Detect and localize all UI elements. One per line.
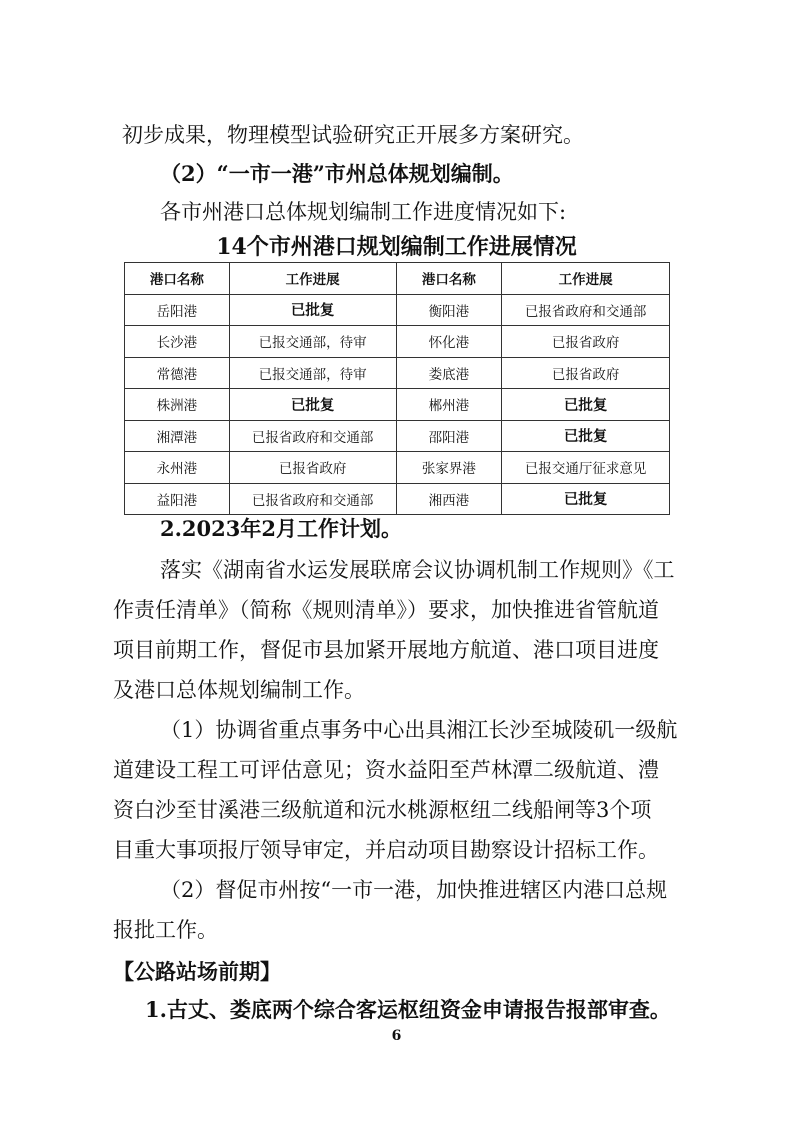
paragraph-line: 及港口总体规划编制工作。 [113, 678, 365, 702]
status-cell: 已批复 [229, 294, 396, 326]
table-row [125, 357, 670, 389]
paragraph-line: 目重大事项报厅领导审定，并启动项目勘察设计招标工作。 [113, 838, 659, 862]
page-number: 6 [391, 1028, 402, 1044]
port-cell: 郴州港 [396, 389, 502, 421]
port-cell: 岳阳港 [125, 294, 230, 326]
section-heading: 【公路站场前期】 [113, 959, 281, 984]
paragraph-line: 初步成果，物理模型试验研究正开展多方案研究。 [122, 123, 584, 147]
table-row [125, 452, 670, 484]
table-row [125, 483, 670, 515]
port-cell: 长沙港 [125, 326, 230, 358]
status-cell: 已报省政府 [502, 357, 670, 389]
table-title: 14个市州港口规划编制工作进展情况 [216, 234, 577, 260]
port-cell: 益阳港 [125, 483, 230, 515]
status-cell: 已报省政府和交通部 [502, 294, 670, 326]
paragraph-line: 各市州港口总体规划编制工作进度情况如下: [160, 200, 567, 224]
paragraph-line: 1.古丈、娄底两个综合客运枢纽资金申请报告报部审查。 [145, 997, 671, 1022]
port-cell: 怀化港 [396, 326, 502, 358]
paragraph-line: 资白沙至甘溪港三级航道和沅水桃源枢纽二线船闸等3个项 [113, 798, 652, 822]
header-progress: 工作进展 [229, 263, 396, 295]
table-row [125, 326, 670, 358]
table-row [125, 420, 670, 452]
paragraph-line: 报批工作。 [113, 918, 218, 942]
paragraph-line: （1）协调省重点事务中心出具湘江长沙至城陵矶一级航 [160, 718, 678, 742]
header-port-name: 港口名称 [396, 263, 502, 295]
paragraph-line: （2）督促市州按“一市一港，加快推进辖区内港口总规 [160, 878, 668, 902]
status-cell: 已报省政府和交通部 [229, 420, 396, 452]
port-cell: 永州港 [125, 452, 230, 484]
table-row [125, 389, 670, 421]
status-cell: 已批复 [502, 420, 670, 452]
table-row [125, 294, 670, 326]
status-cell: 已批复 [229, 389, 396, 421]
port-cell: 衡阳港 [396, 294, 502, 326]
paragraph-line: 项目前期工作，督促市县加紧开展地方航道、港口项目进度 [113, 638, 659, 662]
port-cell: 邵阳港 [396, 420, 502, 452]
progress-table [124, 262, 670, 515]
paragraph-line: 落实《湖南省水运发展联席会议协调机制工作规则》《工 [160, 558, 675, 582]
status-cell: 已报省政府 [229, 452, 396, 484]
header-port-name: 港口名称 [125, 263, 230, 295]
header-progress: 工作进展 [502, 263, 670, 295]
port-cell: 株洲港 [125, 389, 230, 421]
port-cell: 湘潭港 [125, 420, 230, 452]
port-cell: 常德港 [125, 357, 230, 389]
status-cell: 已报省政府 [502, 326, 670, 358]
status-cell: 已批复 [502, 389, 670, 421]
status-cell: 已报省政府和交通部 [229, 483, 396, 515]
port-cell: 湘西港 [396, 483, 502, 515]
status-cell: 已报交通部，待审 [229, 326, 396, 358]
subheading: （2）“一市一港”市州总体规划编制。 [160, 161, 514, 186]
section-heading: 2.2023年2月工作计划。 [160, 516, 402, 541]
status-cell: 已批复 [502, 483, 670, 515]
port-cell: 张家界港 [396, 452, 502, 484]
status-cell: 已报交通厅征求意见 [502, 452, 670, 484]
table-header-row [125, 263, 670, 295]
status-cell: 已报交通部，待审 [229, 357, 396, 389]
paragraph-line: 作责任清单》（简称《规则清单》）要求，加快推进省管航道 [113, 598, 659, 622]
port-cell: 娄底港 [396, 357, 502, 389]
paragraph-line: 道建设工程工可评估意见；资水益阳至芦林潭二级航道、澧 [113, 758, 659, 782]
